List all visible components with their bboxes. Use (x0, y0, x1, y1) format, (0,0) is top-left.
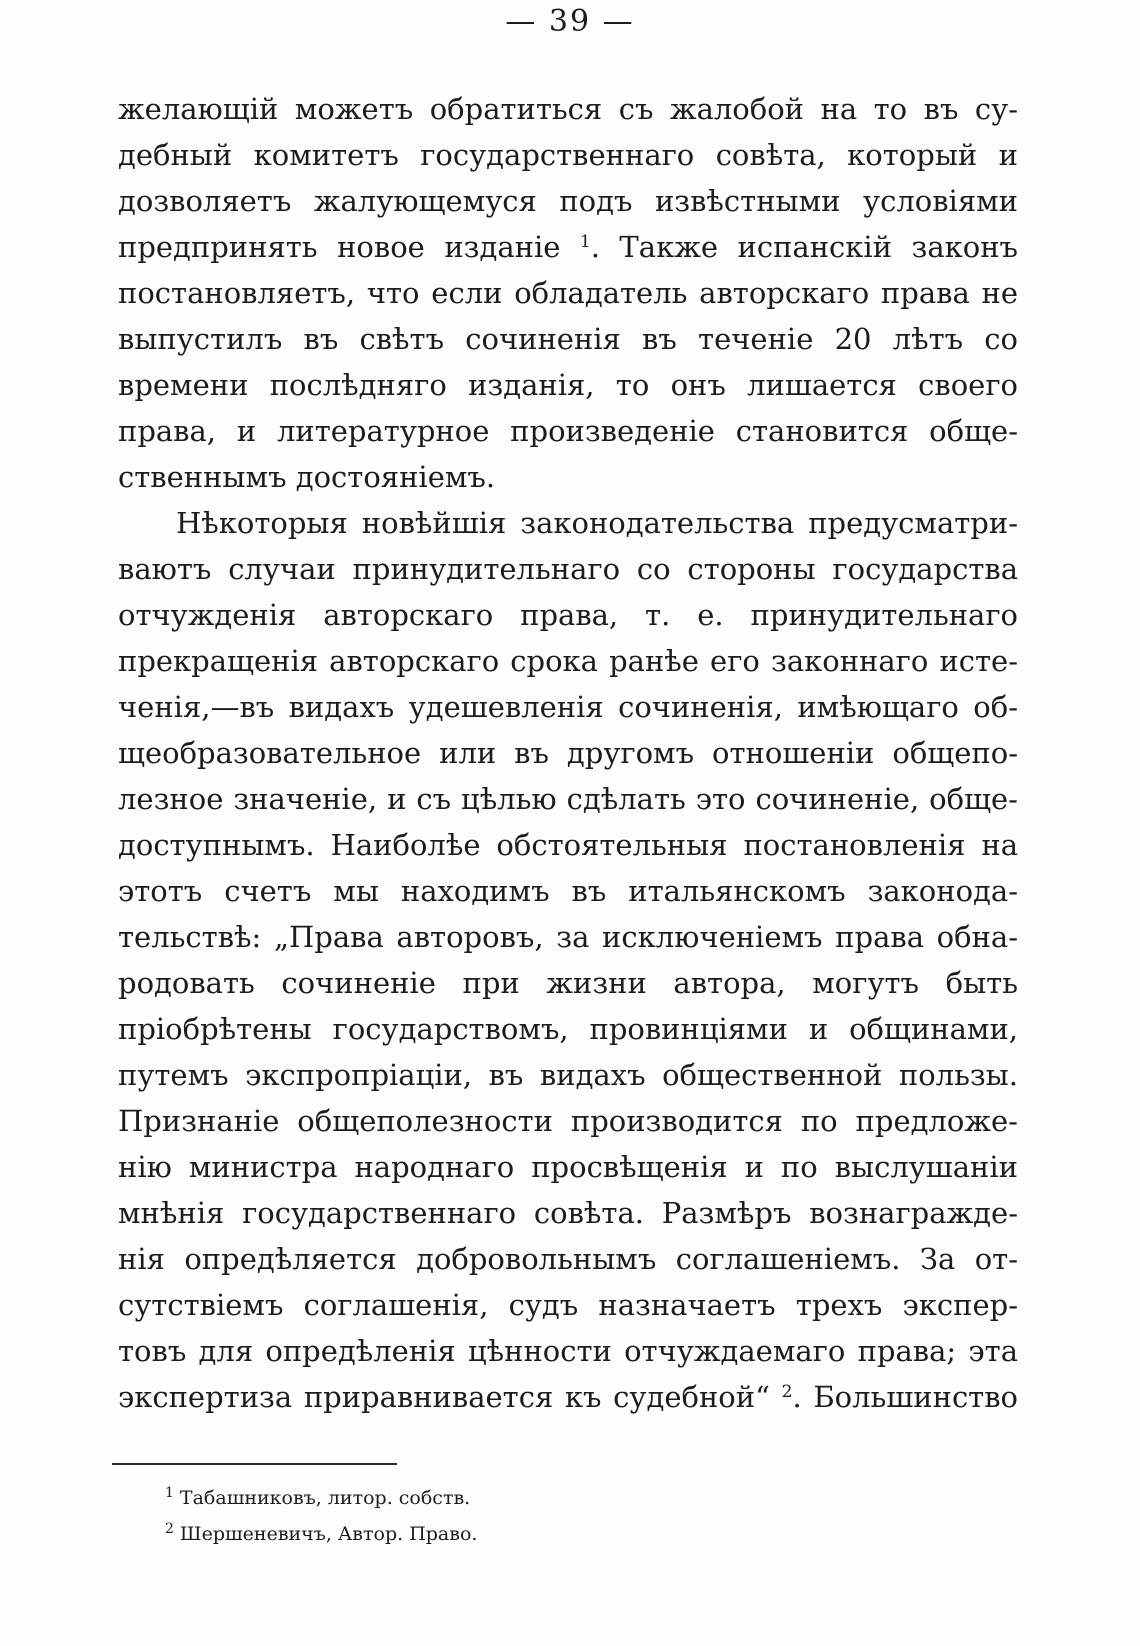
text-fragment: . Большинство (792, 1380, 1018, 1414)
footnote-text: Шершеневичъ, Автор. Право. (179, 1523, 478, 1545)
text-line (118, 1374, 1018, 1420)
text-line: путемъ экспропріаціи, въ видахъ общественной пользы. (118, 1058, 1018, 1092)
footnotes (165, 1475, 865, 1547)
footnote-reference[interactable]: 2 (781, 1382, 793, 1402)
text-line: дозволяетъ жалующемуся подъ извѣстными условіями (118, 184, 1018, 218)
text-line: времени послѣдняго изданія, то онъ лишается своего (118, 368, 1018, 402)
footnote-mark: 2 (165, 1521, 174, 1537)
text-line: прекращенія авторскаго срока ранѣе его законнаго исте- (118, 644, 1018, 678)
text-line: дебный комитетъ государственнаго совѣта, который и (118, 138, 1018, 172)
text-line: родовать сочиненіе при жизни автора, могутъ быть (118, 966, 1018, 1000)
text-line: товъ для опредѣленія цѣнности отчуждаемаго права; эта (118, 1334, 1018, 1368)
text-line: выпустилъ въ свѣтъ сочиненія въ теченіе 20 лѣтъ со (118, 322, 1018, 356)
footnote-text: Табашниковъ, литор. собств. (179, 1487, 471, 1509)
footnote-reference[interactable]: 1 (579, 232, 591, 252)
text-line: Нѣкоторыя новѣйшія законодательства предусматри- (176, 506, 1018, 540)
footnote-item (165, 1511, 865, 1547)
text-fragment: экспертиза приравнивается къ судебной“ (118, 1380, 770, 1414)
text-line: нію министра народнаго просвѣщенія и по выслушаніи (118, 1150, 1018, 1184)
footnote-mark: 1 (165, 1485, 174, 1501)
text-line: права, и литературное произведеніе становится обще- (118, 414, 1018, 448)
text-line: этотъ счетъ мы находимъ въ итальянскомъ законода- (118, 874, 1018, 908)
text-line: лезное значеніе, и съ цѣлью сдѣлать это сочиненіе, обще- (118, 782, 1018, 816)
footnote-divider (112, 1463, 397, 1465)
text-fragment: . Также испанскій законъ (590, 230, 1018, 264)
text-line: щеобразовательное или въ другомъ отношеніи общепо- (118, 736, 1018, 770)
page-number: — 39 — (505, 4, 635, 39)
text-line: Признаніе общеполезности производится по предложе- (118, 1104, 1018, 1138)
main-text (118, 86, 1018, 1420)
text-line (118, 224, 1018, 270)
text-line: ченія,—въ видахъ удешевленія сочиненія, имѣющаго об- (118, 690, 1018, 724)
footnote-item (165, 1475, 865, 1511)
text-line: отчужденія авторскаго права, т. е. принудительнаго (118, 598, 1018, 632)
text-line: мнѣнія государственнаго совѣта. Размѣръ вознагражде- (118, 1196, 1018, 1230)
text-line: постановляетъ, что если обладатель авторскаго права не (118, 276, 1018, 310)
text-line: желающій можетъ обратиться съ жалобой на то въ су- (118, 92, 1018, 126)
text-line: пріобрѣтены государствомъ, провинціями и общинами, (118, 1012, 1018, 1046)
text-line: ваютъ случаи принудительнаго со стороны государства (118, 552, 1018, 586)
text-line: тельствѣ: „Права авторовъ, за исключеніемъ права обна- (118, 920, 1018, 954)
text-line: доступнымъ. Наиболѣе обстоятельныя постановленія на (118, 828, 1018, 862)
text-line: сутствіемъ соглашенія, судъ назначаетъ трехъ экспер- (118, 1288, 1018, 1322)
text-fragment: предпринять новое изданіе (118, 230, 561, 264)
text-line: нія опредѣляется добровольнымъ соглашеніемъ. За от- (118, 1242, 1018, 1276)
text-line: ственнымъ достояніемъ. (118, 460, 496, 494)
